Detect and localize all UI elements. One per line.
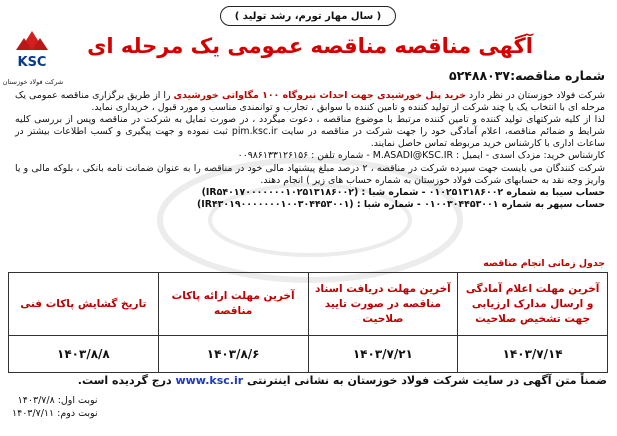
header-submission-deadline: آخرین مهلت ارائه پاکات مناقصه — [158, 273, 308, 336]
date-readiness-deadline: ۱۴۰۳/۷/۱۴ — [458, 336, 608, 373]
intro-paragraph: شرکت فولاد خوزستان در نظر دارد خرید پنل خورشیدی جهت احداث نیروگاه ۱۰۰ مگاواتی خورشیدی را از طریق برگزاری مناقصه عمومی یک مرحله ای با انتخاب یک یا چند شرکت از تولید کننده و تامین کننده با سوابق ، تجارب و توانمندی مناسب و مورد قبول ، خریداری نماید. — [15, 90, 606, 114]
publication-dates — [12, 394, 98, 420]
publication-second: نوبت دوم: ۱۴۰۳/۷/۱۱ — [12, 408, 98, 419]
invitation-paragraph: لذا از کلیه شرکتهای تولید کننده و تامین کننده مرتبط با موضوع مناقصه ، دعوت میگردد ، در صورت تمایل به شرکت در مناقصه وپس از بررسی کلیه شرایط و ضمائم مناقصه، اعلام آمادگی خود را جهت شرکت در مناقصه در سایت pim.ksc.ir ثبت نموده و جهت پیگیری و کسب اطلاعات بیشتر در ساعات اداری با کارشناس خرید مربوطه تماس حاصل نمایند. — [15, 114, 605, 150]
tender-subject: خرید پنل خورشیدی جهت احداث نیروگاه ۱۰۰ مگاواتی خورشیدی — [173, 90, 466, 101]
contact-line: کارشناس خرید: مزدک اسدی - ایمیل : M.ASADI@KSC.IR - شماره تلفن : ۰۰۹۸۶۱۳۳۱۲۶۱۵۶ — [237, 150, 605, 162]
ksc-logo-text: KSC — [17, 55, 47, 70]
year-slogan: ( سال مهار تورم، رشد تولید ) — [220, 6, 396, 26]
schedule-date-row — [9, 336, 608, 373]
announcement-body — [15, 90, 605, 211]
date-opening: ۱۴۰۳/۸/۸ — [9, 336, 159, 373]
page-title: آگهی مناقصه مناقصه عمومی یک مرحله ای — [87, 34, 533, 58]
logo-caption: شرکت فولاد خوزستان — [2, 78, 64, 86]
account-sepehr: حساب سپهر به شماره ۰۱۰۰۳۰۴۴۵۳۰۰۱ - شماره شبا : (IR۴۳۰۱۹۰۰۰۰۰۰۰۱۰۰۳۰۴۴۵۳۰۰۱) — [196, 198, 605, 210]
ksc-logo — [6, 28, 58, 78]
schedule-header-row — [9, 273, 608, 336]
date-submission-deadline: ۱۴۰۳/۸/۶ — [158, 336, 308, 373]
tender-number: شماره مناقصه:۵۲۴۸۸۰۳۷ — [449, 68, 605, 83]
footer-note: ضمناً متن آگهی در سایت شرکت فولاد خوزستان به نشانی اینترنتی www.ksc.ir درج گردیده است. — [77, 374, 607, 387]
header-documents-deadline: آخرین مهلت دریافت اسناد مناقصه در صورت تایید صلاحیت — [308, 273, 458, 336]
guarantee-paragraph: شرکت کنندگان می بایست جهت سپرده شرکت در مناقصه ، ۲ درصد مبلغ پیشنهاد مالی خود در مناقصه را به عنوان ضمانت نامه بانکی ، بلوکه مالی و یا واریز وجه نقد به حسابهای شرکت فولاد خوزستان به شماره حساب های زیر ) انجام دهند. — [15, 162, 605, 186]
schedule-table — [8, 272, 608, 373]
publication-first: نوبت اول: ۱۴۰۳/۷/۸ — [17, 395, 98, 406]
schedule-title: جدول زمانی انجام مناقصه — [483, 258, 605, 269]
header-readiness-deadline: آخرین مهلت اعلام آمادگی و ارسال مدارک ارزیابی جهت تشخیص صلاحیت — [458, 273, 608, 336]
website-link[interactable]: www.ksc.ir — [175, 374, 244, 387]
account-sina: حساب سیبا به شماره ۰۱۰۲۵۱۳۱۸۶۰۰۲ - شماره شبا : (IR۵۴۰۱۷۰۰۰۰۰۰۰۱۰۲۵۱۳۱۸۶۰۰۲) — [201, 186, 605, 198]
date-documents-deadline: ۱۴۰۳/۷/۲۱ — [308, 336, 458, 373]
header-opening-date: تاریخ گشایش پاکات فنی — [9, 273, 159, 336]
